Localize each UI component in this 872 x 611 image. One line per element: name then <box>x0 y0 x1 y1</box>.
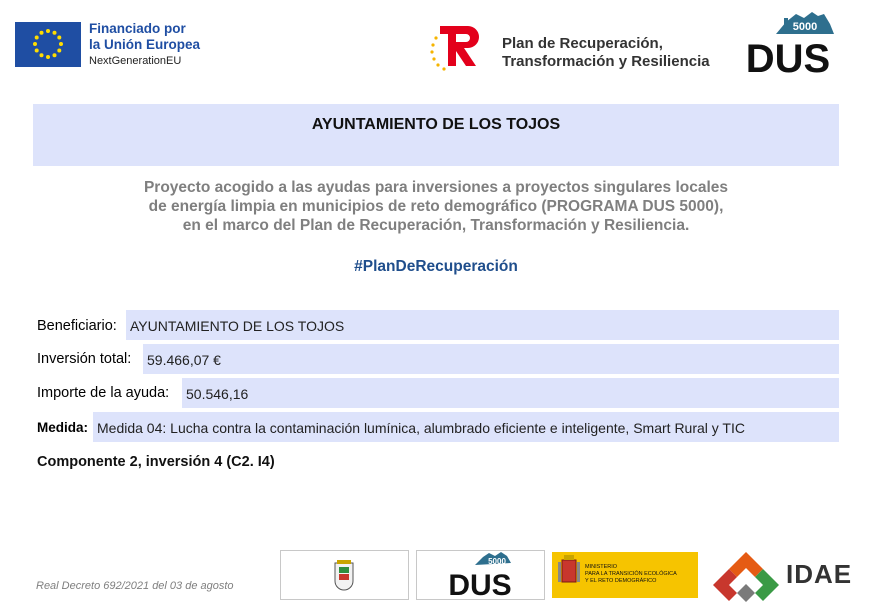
ministerio-line2: PARA LA TRANSICIÓN ECOLÓGICA <box>585 571 677 577</box>
description-line-2: de energía limpia en municipios de reto demográfico (PROGRAMA DUS 5000), <box>148 198 724 215</box>
medida-value: Medida 04: Lucha contra la contaminación lumínica, alumbrado eficiente e inteligente, Smart Rural y TIC <box>97 420 745 436</box>
idae-label: IDAE <box>786 559 853 589</box>
spain-coat-of-arms-icon <box>552 552 698 598</box>
description-line-3: en el marco del Plan de Recuperación, Transformación y Resiliencia. <box>182 217 690 234</box>
eu-funding-line2: la Unión Europea <box>89 37 201 52</box>
crest-icon <box>281 551 408 599</box>
footer-dus-label: DUS <box>448 569 512 599</box>
real-decreto-text: Real Decreto 692/2021 del 03 de agosto <box>36 580 234 592</box>
medida-label: Medida: <box>37 420 89 435</box>
hashtag: #PlanDeRecuperación <box>354 258 518 275</box>
eu-funding-line1: Financiado por <box>89 21 186 36</box>
ministerio-line1: MINISTERIO <box>585 564 618 570</box>
importe-box <box>182 378 839 408</box>
page-title: AYUNTAMIENTO DE LOS TOJOS <box>311 116 561 133</box>
dus-5000-footer-logo <box>416 550 545 600</box>
dus-number: 5000 <box>792 21 818 33</box>
prtr-logo-icon <box>426 18 490 74</box>
eu-funding-line3: NextGenerationEU <box>89 55 182 67</box>
municipal-crest-logo <box>280 550 409 600</box>
dus-5000-logo <box>738 6 838 76</box>
description-line-1: Proyecto acogido a las ayudas para inversiones a proyectos singulares locales <box>143 179 729 196</box>
idae-logo-icon <box>711 550 781 602</box>
beneficiario-label: Beneficiario: <box>37 318 117 334</box>
importe-label: Importe de la ayuda: <box>37 385 170 401</box>
title-box <box>33 104 839 166</box>
inversion-box <box>143 344 839 374</box>
ministerio-line3: Y EL RETO DEMOGRÁFICO <box>585 578 657 584</box>
ministerio-logo <box>552 552 698 598</box>
inversion-value: 59.466,07 € <box>147 352 221 368</box>
inversion-label: Inversión total: <box>37 351 132 367</box>
beneficiario-value: AYUNTAMIENTO DE LOS TOJOS <box>130 318 345 334</box>
eu-flag-icon <box>15 22 81 67</box>
prtr-title-line1: Plan de Recuperación, <box>502 35 663 52</box>
prtr-title-line2: Transformación y Resiliencia <box>502 53 710 70</box>
footer-dus-number: 5000 <box>488 557 506 566</box>
componente-text: Componente 2, inversión 4 (C2. I4) <box>37 454 275 470</box>
dus-label: DUS <box>745 37 831 76</box>
importe-value: 50.546,16 <box>186 386 249 402</box>
project-description <box>80 178 792 235</box>
